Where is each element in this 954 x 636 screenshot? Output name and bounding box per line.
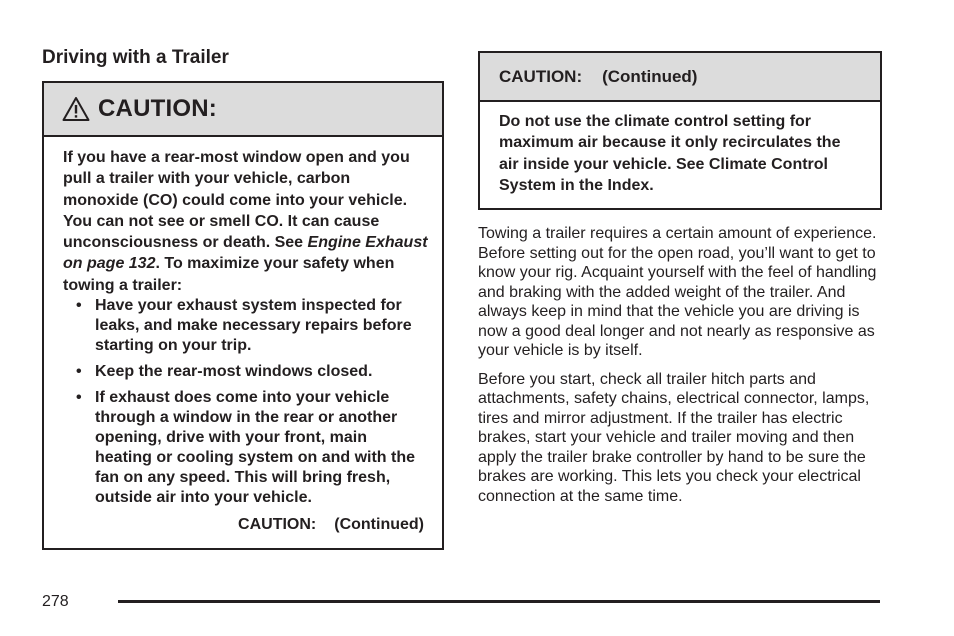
caution-body <box>44 137 442 535</box>
caution-intro <box>63 147 428 296</box>
continued-header-suffix: (Continued) <box>602 66 698 86</box>
caution-label: CAUTION: <box>98 95 217 122</box>
bullet-item: • Keep the rear-most windows closed. <box>95 362 428 382</box>
caution-continued-header <box>480 53 880 102</box>
bullet-item: • If exhaust does come into your vehicle through a window in the rear or another opening, drive with your front, main heating or cooling system on and with the fan on any speed. This will bring fresh, outside air into your vehicle. <box>95 388 428 508</box>
bullet-item: • Have your exhaust system inspected for leaks, and make necessary repairs before starting on your trip. <box>95 296 428 356</box>
cross-reference-link: Engine Exhaust on page 132 <box>63 234 428 273</box>
caution-box <box>42 81 444 550</box>
caution-continued-note <box>63 514 428 535</box>
caution-continued-body: Do not use the climate control setting for maximum air because it only recirculates the air inside your vehicle. See Climate Control System in the Index. <box>499 113 841 194</box>
caution-intro-continuation: . To maximize your safety when towing a trailer: <box>63 255 395 294</box>
section-title: Driving with a Trailer <box>42 47 229 68</box>
body-text <box>478 224 884 515</box>
page-number: 278 <box>42 593 69 610</box>
warning-triangle-icon <box>62 96 90 122</box>
continued-suffix: (Continued) <box>334 516 424 534</box>
caution-header <box>44 83 442 137</box>
footer-rule <box>118 600 880 603</box>
safety-bullet-list <box>63 296 428 508</box>
continued-label: CAUTION: <box>238 516 317 534</box>
paragraph: Before you start, check all trailer hitch parts and attachments, safety chains, electrical connector, lamps, tires and mirror adjustment. If the trailer has electric brakes, start your vehicle and trailer moving and then apply the trailer brake controller by hand to be sure the brakes are working. This lets you check your electrical connection at the same time. <box>478 370 870 505</box>
caution-continued-box <box>478 51 882 210</box>
paragraph: Towing a trailer requires a certain amount of experience. Before setting out for the open road, you’ll want to get to know your rig. Acquaint yourself with the feel of handling and braking with the added weight of the trailer. And always keep in mind that the vehicle you are driving is now a good deal longer and not nearly as responsive as your vehicle is by itself. <box>478 225 877 359</box>
continued-header-label: CAUTION: <box>499 66 583 86</box>
caution-intro-text: If you have a rear-most window open and you pull a trailer with your vehicle, carbon monoxide (CO) could come into your vehicle. You can not see or smell CO. It can cause unconsciousness or death. See <box>63 149 410 252</box>
